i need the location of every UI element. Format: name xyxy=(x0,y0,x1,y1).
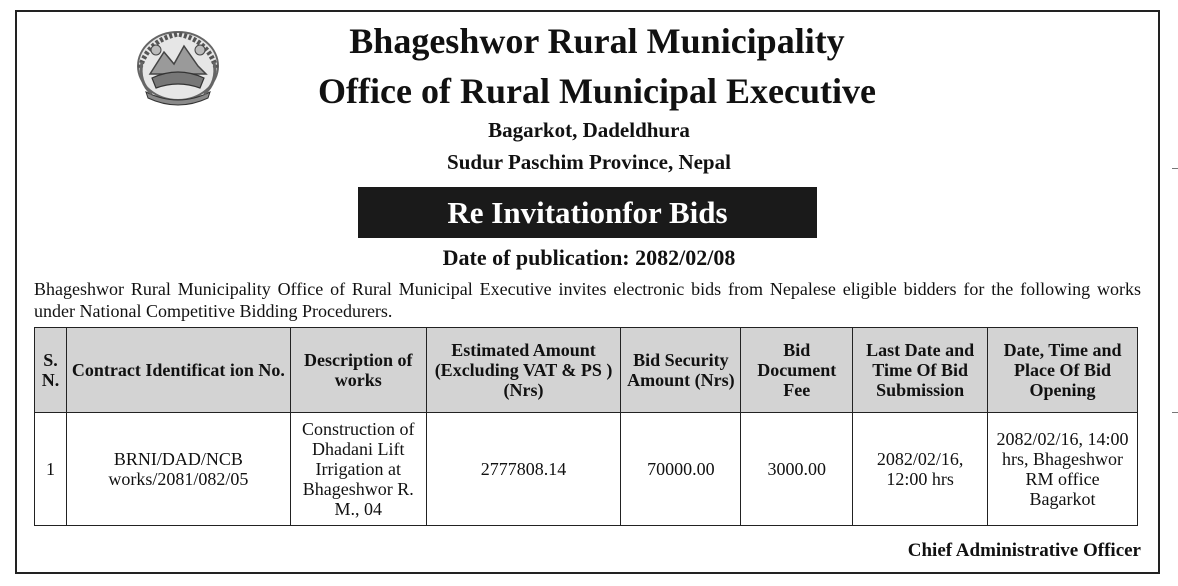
cell-bid-opening: 2082/02/16, 14:00 hrs, Bhageshwor RM office Bagarkot xyxy=(988,413,1138,526)
municipality-name: Bhageshwor Rural Municipality xyxy=(349,21,845,61)
cell-sn: 1 xyxy=(35,413,67,526)
cell-document-fee: 3000.00 xyxy=(741,413,853,526)
cell-bid-security: 70000.00 xyxy=(621,413,741,526)
header-last-submission: Last Date and Time Of Bid Submission xyxy=(853,328,988,413)
cell-last-submission: 2082/02/16, 12:00 hrs xyxy=(853,413,988,526)
cell-contract-id: BRNI/DAD/NCB works/2081/082/05 xyxy=(66,413,290,526)
address-line-2: Sudur Paschim Province, Nepal xyxy=(447,150,731,174)
margin-tick xyxy=(1172,412,1178,413)
office-name: Office of Rural Municipal Executive xyxy=(318,71,876,111)
header-sn: S. N. xyxy=(35,328,67,413)
notice-title: Re Invitationfor Bids xyxy=(447,194,728,230)
table-row xyxy=(35,413,1138,526)
cell-description: Construction of Dhadani Lift Irrigation at Bhageshwor R. M., 04 xyxy=(290,413,426,526)
header-bid-opening: Date, Time and Place Of Bid Opening xyxy=(988,328,1138,413)
signatory: Chief Administrative Officer xyxy=(907,540,1141,561)
table-header-row xyxy=(35,328,1138,413)
header-contract-id: Contract Identificat ion No. xyxy=(66,328,290,413)
notice-title-banner xyxy=(358,187,817,238)
address-line-1: Bagarkot, Dadeldhura xyxy=(488,118,690,142)
publication-date: Date of publication: 2082/02/08 xyxy=(442,245,736,270)
header-document-fee: Bid Document Fee xyxy=(741,328,853,413)
header-description: Description of works xyxy=(290,328,426,413)
header-bid-security: Bid Security Amount (Nrs) xyxy=(621,328,741,413)
cell-estimated-amount: 2777808.14 xyxy=(426,413,621,526)
bids-table xyxy=(34,327,1138,526)
intro-paragraph: Bhageshwor Rural Municipality Office of Rural Municipal Executive invites electronic bids from Nepalese eligible bidders for the following works under National Competitive Bidding Procedurers. xyxy=(34,279,1141,321)
header-estimated-amount: Estimated Amount (Excluding VAT & PS ) (Nrs) xyxy=(426,328,621,413)
